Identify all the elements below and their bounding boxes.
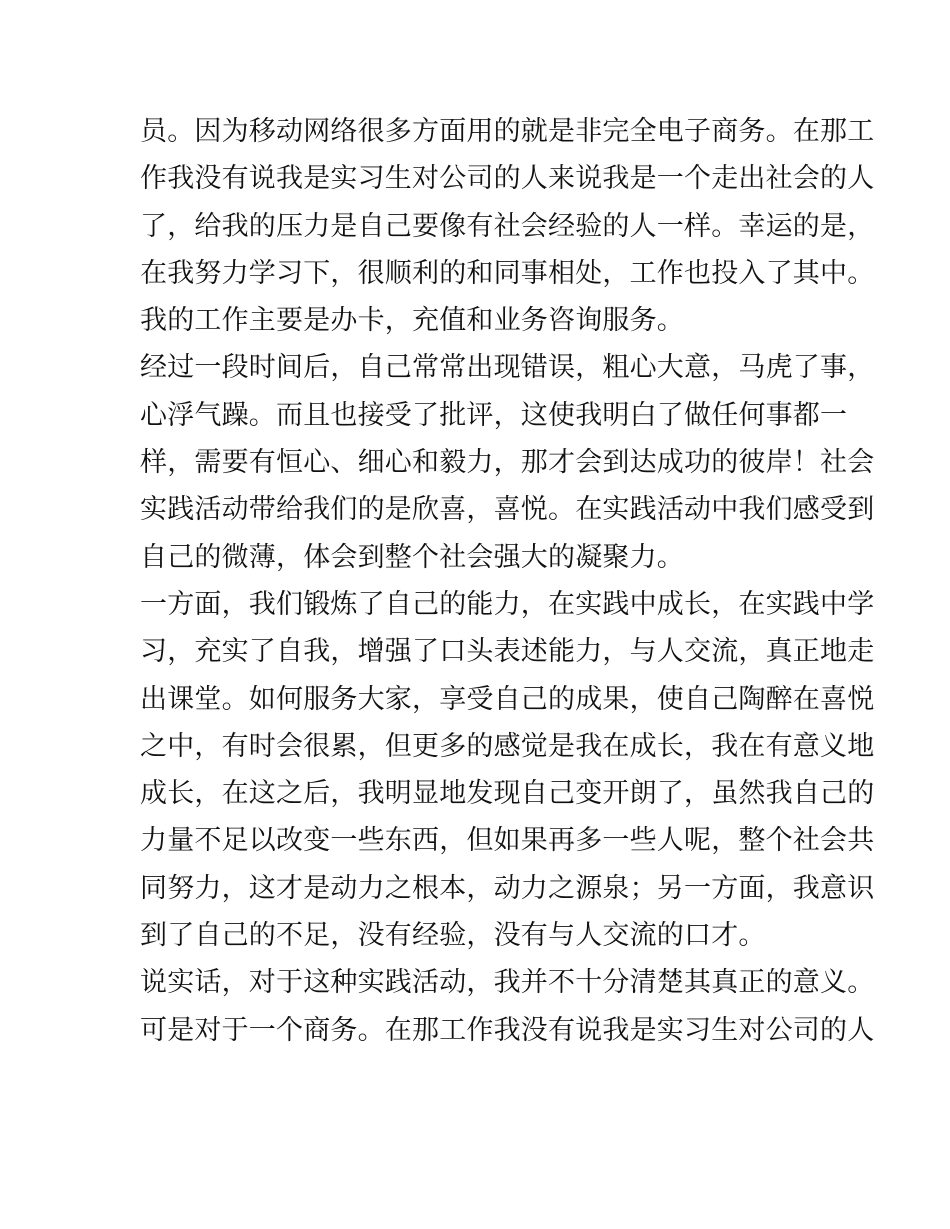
text-line: 实践活动带给我们的是欣喜，喜悦。在实践活动中我们感受到: [140, 494, 875, 526]
text-line: 心浮气躁。而且也接受了批评，这使我明白了做任何事都一: [140, 399, 848, 431]
text-line: 可是对于一个商务。在那工作我没有说我是实习生对公司的人: [140, 1014, 875, 1046]
text-line: 作我没有说我是实习生对公司的人来说我是一个走出社会的人: [140, 163, 875, 195]
text-line: 自己的微薄，体会到整个社会强大的凝聚力。: [140, 541, 684, 573]
text-line: 力量不足以改变一些东西，但如果再多一些人呢，整个社会共: [140, 825, 875, 857]
text-line: 到了自己的不足，没有经验，没有与人交流的口才。: [140, 920, 766, 952]
text-line: 习，充实了自我，增强了口头表述能力，与人交流，真正地走: [140, 636, 875, 668]
text-line: 员。因为移动网络很多方面用的就是非完全电子商务。在那工: [140, 116, 875, 147]
body-text: [140, 108, 875, 1054]
text-line: 在我努力学习下，很顺利的和同事相处，工作也投入了其中。: [140, 257, 875, 289]
text-line: 经过一段时间后，自己常常出现错误，粗心大意，马虎了事，: [140, 352, 875, 384]
text-line: 一方面，我们锻炼了自己的能力，在实践中成长，在实践中学: [140, 588, 875, 620]
text-line: 之中，有时会很累，但更多的感觉是我在成长，我在有意义地: [140, 730, 875, 762]
text-line: 成长，在这之后，我明显地发现自己变开朗了，虽然我自己的: [140, 778, 875, 810]
text-line: 了，给我的压力是自己要像有社会经验的人一样。幸运的是，: [140, 210, 875, 242]
text-line: 样，需要有恒心、细心和毅力，那才会到达成功的彼岸！社会: [140, 447, 875, 479]
text-line: 我的工作主要是办卡，充值和业务咨询服务。: [140, 305, 684, 337]
text-line: 出课堂。如何服务大家，享受自己的成果，使自己陶醉在喜悦: [140, 683, 875, 715]
text-line: 同努力，这才是动力之根本，动力之源泉；另一方面，我意识: [140, 872, 875, 904]
text-line: 说实话，对于这种实践活动，我并不十分清楚其真正的意义。: [140, 967, 875, 999]
